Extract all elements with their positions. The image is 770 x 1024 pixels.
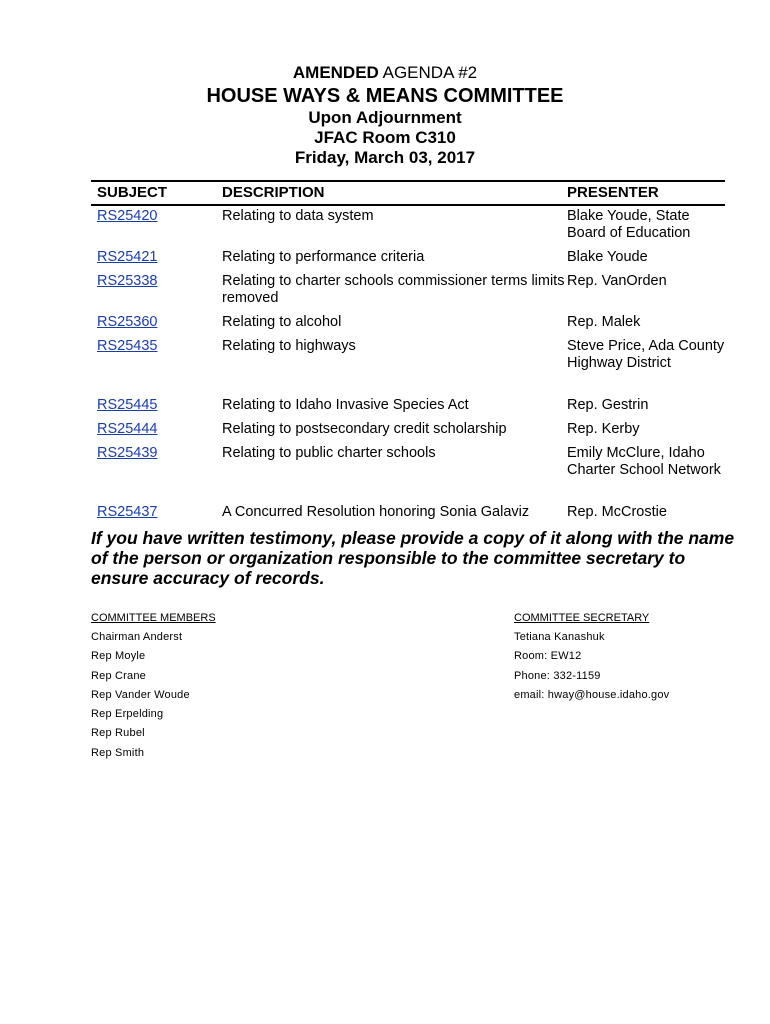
row-description: Relating to charter schools commissioner terms limits removed [222, 273, 565, 306]
committee-name: HOUSE WAYS & MEANS COMMITTEE [206, 85, 564, 107]
rs-link[interactable]: RS25360 [97, 314, 158, 330]
row-presenter: Blake Youde, State Board of Education [567, 208, 691, 241]
member-name: Rep Crane [91, 669, 146, 682]
secretary-room: Room: EW12 [514, 650, 582, 663]
table-row [91, 208, 725, 242]
rs-link[interactable]: RS25444 [97, 421, 158, 437]
amended-label: AMENDED [292, 63, 379, 82]
meeting-room: JFAC Room C310 [314, 128, 456, 147]
row-presenter: Rep. Gestrin [567, 397, 649, 413]
secretary-phone: Phone: 332-1159 [514, 669, 601, 682]
table-row [91, 504, 725, 521]
rs-link[interactable]: RS25439 [97, 445, 158, 461]
member-name: Rep Vander Woude [91, 688, 190, 701]
table-row [91, 273, 725, 307]
member-name: Rep Moyle [91, 650, 146, 663]
table-row [91, 421, 725, 438]
agenda-header [0, 62, 770, 168]
row-description: Relating to alcohol [222, 314, 342, 330]
rs-link[interactable]: RS25445 [97, 397, 158, 413]
member-name: Chairman Anderst [91, 631, 183, 643]
row-presenter: Rep. Malek [567, 314, 641, 330]
table-header [91, 182, 725, 206]
rs-link[interactable]: RS25421 [97, 249, 158, 265]
secretary-email[interactable]: email: hway@house.idaho.gov [514, 688, 670, 701]
meeting-time: Upon Adjournment [308, 108, 462, 127]
row-presenter: Rep. Kerby [567, 421, 640, 437]
agenda-table [91, 180, 725, 520]
rs-link[interactable]: RS25420 [97, 208, 158, 224]
table-row [91, 338, 725, 372]
header-subject: SUBJECT [97, 184, 168, 201]
secretary-name: Tetiana Kanashuk [514, 631, 605, 643]
table-row [91, 314, 725, 331]
row-presenter: Emily McClure, Idaho Charter School Network [567, 445, 721, 478]
secretary-title: COMMITTEE SECRETARY [514, 612, 650, 624]
rs-link[interactable]: RS25338 [97, 273, 158, 289]
member-name: Rep Smith [91, 746, 145, 759]
row-presenter: Blake Youde [567, 249, 648, 265]
committee-members [91, 611, 216, 765]
row-description: Relating to postsecondary credit scholarship [222, 421, 507, 437]
row-description: Relating to data system [222, 208, 374, 224]
row-presenter: Steve Price, Ada County Highway District [567, 338, 725, 371]
row-presenter: Rep. VanOrden [567, 273, 667, 289]
table-row [91, 397, 725, 414]
row-description: A Concurred Resolution honoring Sonia Galaviz [222, 504, 530, 520]
row-description: Relating to performance criteria [222, 249, 425, 265]
row-description: Relating to highways [222, 338, 356, 354]
testimony-notice: If you have written testimony, please provide a copy of it along with the name of the person or organization responsible to the committee secretary to ensure accuracy of records. [91, 528, 735, 588]
row-presenter: Rep. McCrostie [567, 504, 667, 520]
member-name: Rep Erpelding [91, 708, 164, 721]
agenda-title [0, 62, 770, 84]
row-description: Relating to public charter schools [222, 445, 436, 461]
header-description: DESCRIPTION [222, 184, 325, 201]
member-name: Rep Rubel [91, 727, 145, 740]
agenda-number: AGENDA #2 [378, 63, 478, 82]
rs-link[interactable]: RS25437 [97, 504, 158, 520]
row-description: Relating to Idaho Invasive Species Act [222, 397, 469, 413]
members-title: COMMITTEE MEMBERS [91, 612, 216, 624]
table-row [91, 249, 725, 266]
committee-secretary [514, 611, 669, 707]
rs-link[interactable]: RS25435 [97, 338, 158, 354]
meeting-date: Friday, March 03, 2017 [294, 148, 476, 167]
header-presenter: PRESENTER [567, 184, 659, 201]
table-row [91, 445, 725, 479]
